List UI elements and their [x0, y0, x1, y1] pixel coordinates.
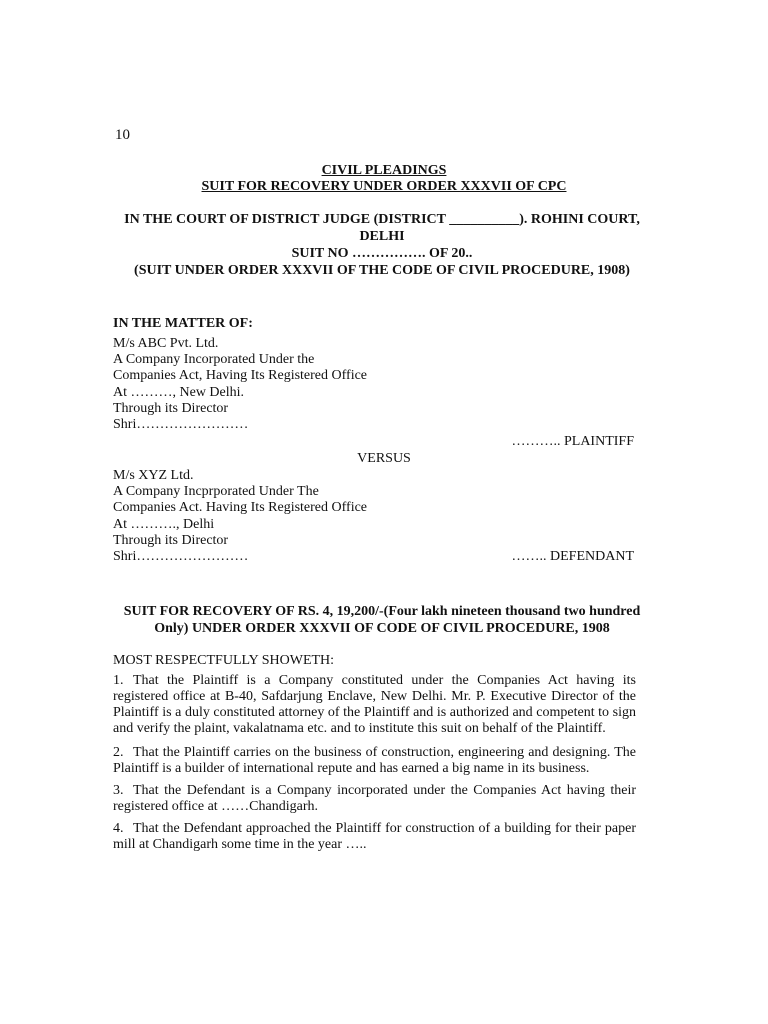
defendant-line: Companies Act. Having Its Registered Office: [113, 500, 368, 516]
plaintiff-line: At ………, New Delhi.: [113, 384, 245, 400]
paragraph-text: That the Plaintiff is a Company constituted under the Companies Act having its registered office at B-40, Safdarjung Enclave, New Delhi. Mr. P. Executive Director of the Plaintiff is a duly constituted attorney of the Plaintiff and is authorized and competent to sign and verify the plaint, vakalatnama etc. and to institute this suit on behalf of the Plaintiff.: [113, 673, 636, 736]
suit-title: [110, 603, 654, 637]
matter-heading: IN THE MATTER OF:: [113, 316, 253, 331]
defendant-line: M/s XYZ Ltd.: [113, 468, 194, 483]
suit-order-line: (SUIT UNDER ORDER XXXVII OF THE CODE OF CIVIL PROCEDURE, 1908): [134, 263, 630, 278]
defendant-line: At ………., Delhi: [113, 516, 215, 532]
paragraph-4: [113, 821, 636, 853]
paragraph-number: 2.: [113, 745, 124, 760]
plaintiff-line: Shri……………………: [113, 417, 249, 433]
defendant-line: Shri……………………: [113, 549, 249, 565]
plaintiff-details: [113, 336, 367, 433]
paragraph-2: [113, 745, 636, 777]
page-number: 10: [115, 127, 130, 143]
document-header-title: CIVIL PLEADINGS: [321, 163, 447, 178]
defendant-line: Through its Director: [113, 532, 229, 548]
defendant-label: …….. DEFENDANT: [511, 549, 634, 564]
paragraph-number: 3.: [113, 783, 124, 798]
paragraph-number: 4.: [113, 821, 124, 836]
court-heading: [110, 211, 654, 279]
defendant-details: [113, 468, 367, 565]
suit-title-line-2: Only) UNDER ORDER XXXVII OF CODE OF CIVIL PROCEDURE, 1908: [154, 621, 610, 636]
paragraph-text: That the Plaintiff carries on the business of construction, engineering and designing. The Plaintiff is a builder of international repute and has earned a big name in its business.: [113, 745, 636, 776]
court-line-1: IN THE COURT OF DISTRICT JUDGE (DISTRICT __________). ROHINI COURT,: [124, 212, 640, 227]
document-header-subtitle: SUIT FOR RECOVERY UNDER ORDER XXXVII OF CPC: [201, 179, 567, 194]
plaintiff-line: M/s ABC Pvt. Ltd.: [113, 336, 219, 351]
paragraph-3: [113, 783, 636, 815]
paragraph-text: That the Defendant is a Company incorporated under the Companies Act having their registered office at ……Chandigarh.: [113, 783, 636, 814]
paragraph-text: That the Defendant approached the Plaintiff for construction of a building for their paper mill at Chandigarh some time in the year …..: [113, 821, 636, 852]
showeth-heading: MOST RESPECTFULLY SHOWETH:: [113, 653, 335, 668]
court-line-2: DELHI: [359, 229, 405, 244]
paragraph-1: [113, 673, 636, 737]
suit-title-line-1: SUIT FOR RECOVERY OF RS. 4, 19,200/-(Four lakh nineteen thousand two hundred: [123, 604, 641, 619]
versus-label: VERSUS: [357, 451, 411, 466]
paragraph-number: 1.: [113, 673, 124, 688]
suit-number-line: SUIT NO ……………. OF 20..: [291, 246, 473, 261]
plaintiff-label: ……….. PLAINTIFF: [511, 434, 634, 449]
plaintiff-line: Companies Act, Having Its Registered Office: [113, 368, 368, 384]
plaintiff-line: A Company Incorporated Under the: [113, 352, 315, 368]
plaintiff-line: Through its Director: [113, 400, 229, 416]
defendant-line: A Company Incprporated Under The: [113, 484, 319, 500]
